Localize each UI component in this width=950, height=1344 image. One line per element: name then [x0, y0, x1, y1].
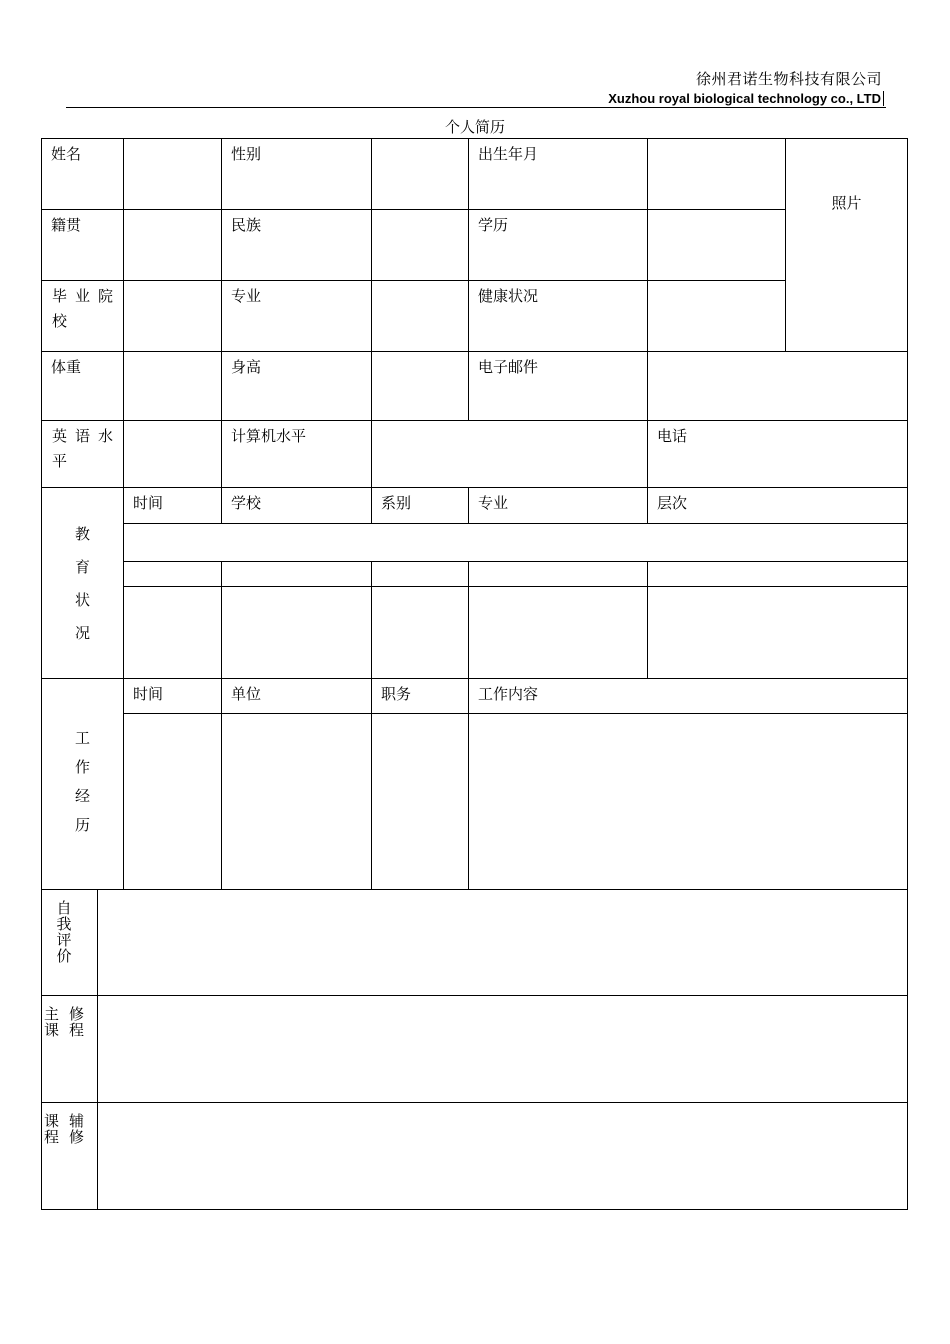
work-header-content: 工作内容 — [469, 679, 907, 714]
company-name-en: Xuzhou royal biological technology co., LTD — [608, 91, 884, 106]
work-header-position: 职务 — [372, 679, 469, 714]
self-eval-char-4: 价 — [56, 947, 72, 965]
field-gender[interactable] — [372, 139, 469, 210]
field-birth[interactable] — [648, 139, 786, 210]
edu-row-3-school[interactable] — [222, 587, 372, 679]
work-header-unit: 单位 — [222, 679, 372, 714]
work-char-2: 作 — [74, 758, 90, 776]
field-health[interactable] — [648, 281, 786, 352]
work-char-1: 工 — [74, 729, 90, 747]
label-phone: 电话 — [648, 421, 907, 488]
self-eval-field[interactable] — [98, 890, 907, 996]
edu-header-level: 层次 — [648, 488, 907, 524]
label-gender: 性别 — [222, 139, 372, 210]
edu-header-major: 专业 — [469, 488, 648, 524]
label-weight: 体重 — [42, 352, 124, 421]
minor-courses-char-4: 修 — [69, 1128, 85, 1146]
edu-header-dept: 系别 — [372, 488, 469, 524]
label-name: 姓名 — [42, 139, 124, 210]
minor-courses-label — [42, 1103, 98, 1209]
field-graduate-school[interactable] — [124, 281, 222, 352]
edu-header-time: 时间 — [124, 488, 222, 524]
label-degree: 学历 — [469, 210, 648, 281]
work-field-position[interactable] — [372, 714, 469, 890]
edu-header-school: 学校 — [222, 488, 372, 524]
company-name-cn: 徐州君诺生物科技有限公司 — [695, 70, 882, 88]
label-height: 身高 — [222, 352, 372, 421]
education-char-3: 状 — [74, 591, 90, 609]
main-courses-char-2: 课 — [44, 1021, 60, 1039]
label-native-place: 籍贯 — [42, 210, 124, 281]
document-title: 个人简历 — [444, 118, 505, 136]
field-height[interactable] — [372, 352, 469, 421]
self-eval-char-1: 自 — [56, 899, 72, 917]
education-char-4: 况 — [74, 624, 90, 642]
minor-courses-char-3: 辅 — [69, 1112, 85, 1130]
field-english-level[interactable] — [124, 421, 222, 488]
work-char-3: 经 — [74, 787, 90, 805]
field-name[interactable] — [124, 139, 222, 210]
minor-courses-char-2: 程 — [44, 1128, 60, 1146]
main-courses-char-4: 程 — [69, 1021, 85, 1039]
label-ethnicity: 民族 — [222, 210, 372, 281]
work-field-content[interactable] — [469, 714, 907, 890]
field-degree[interactable] — [648, 210, 786, 281]
label-graduate-school: 毕业院校 — [42, 281, 124, 352]
minor-courses-field[interactable] — [98, 1103, 907, 1209]
edu-row-2-level[interactable] — [648, 562, 907, 587]
edu-row-3-major[interactable] — [469, 587, 648, 679]
header-divider — [66, 107, 886, 108]
edu-row-3-level[interactable] — [648, 587, 907, 679]
work-field-time[interactable] — [124, 714, 222, 890]
self-eval-label — [42, 890, 98, 996]
field-weight[interactable] — [124, 352, 222, 421]
main-courses-label — [42, 996, 98, 1103]
resume-form — [41, 138, 908, 1210]
edu-row-2-school[interactable] — [222, 562, 372, 587]
edu-row-2-major[interactable] — [469, 562, 648, 587]
minor-courses-char-1: 课 — [44, 1112, 60, 1130]
label-email: 电子邮件 — [469, 352, 648, 421]
label-english-level: 英语水平 — [42, 421, 124, 488]
edu-row-3-time[interactable] — [124, 587, 222, 679]
field-computer-level[interactable] — [372, 421, 648, 488]
main-courses-field[interactable] — [98, 996, 907, 1103]
label-major: 专业 — [222, 281, 372, 352]
label-computer-level: 计算机水平 — [222, 421, 372, 488]
work-char-4: 历 — [74, 816, 90, 834]
work-field-unit[interactable] — [222, 714, 372, 890]
field-native-place[interactable] — [124, 210, 222, 281]
photo-box[interactable] — [786, 139, 907, 352]
main-courses-char-1: 主 — [44, 1005, 60, 1023]
field-email[interactable] — [648, 352, 907, 421]
education-char-2: 育 — [74, 558, 90, 576]
label-health: 健康状况 — [469, 281, 648, 352]
work-header-time: 时间 — [124, 679, 222, 714]
education-char-1: 教 — [74, 525, 90, 543]
field-major[interactable] — [372, 281, 469, 352]
edu-row-3-dept[interactable] — [372, 587, 469, 679]
edu-row-2-dept[interactable] — [372, 562, 469, 587]
self-eval-char-3: 评 — [56, 931, 72, 949]
work-section-label — [42, 679, 124, 890]
photo-label: 照片 — [831, 194, 862, 212]
education-section-label — [42, 488, 124, 679]
edu-row-2-time[interactable] — [124, 562, 222, 587]
self-eval-char-2: 我 — [56, 915, 72, 933]
field-ethnicity[interactable] — [372, 210, 469, 281]
label-birth: 出生年月 — [469, 139, 648, 210]
main-courses-char-3: 修 — [69, 1005, 85, 1023]
edu-row-1[interactable] — [124, 524, 907, 562]
